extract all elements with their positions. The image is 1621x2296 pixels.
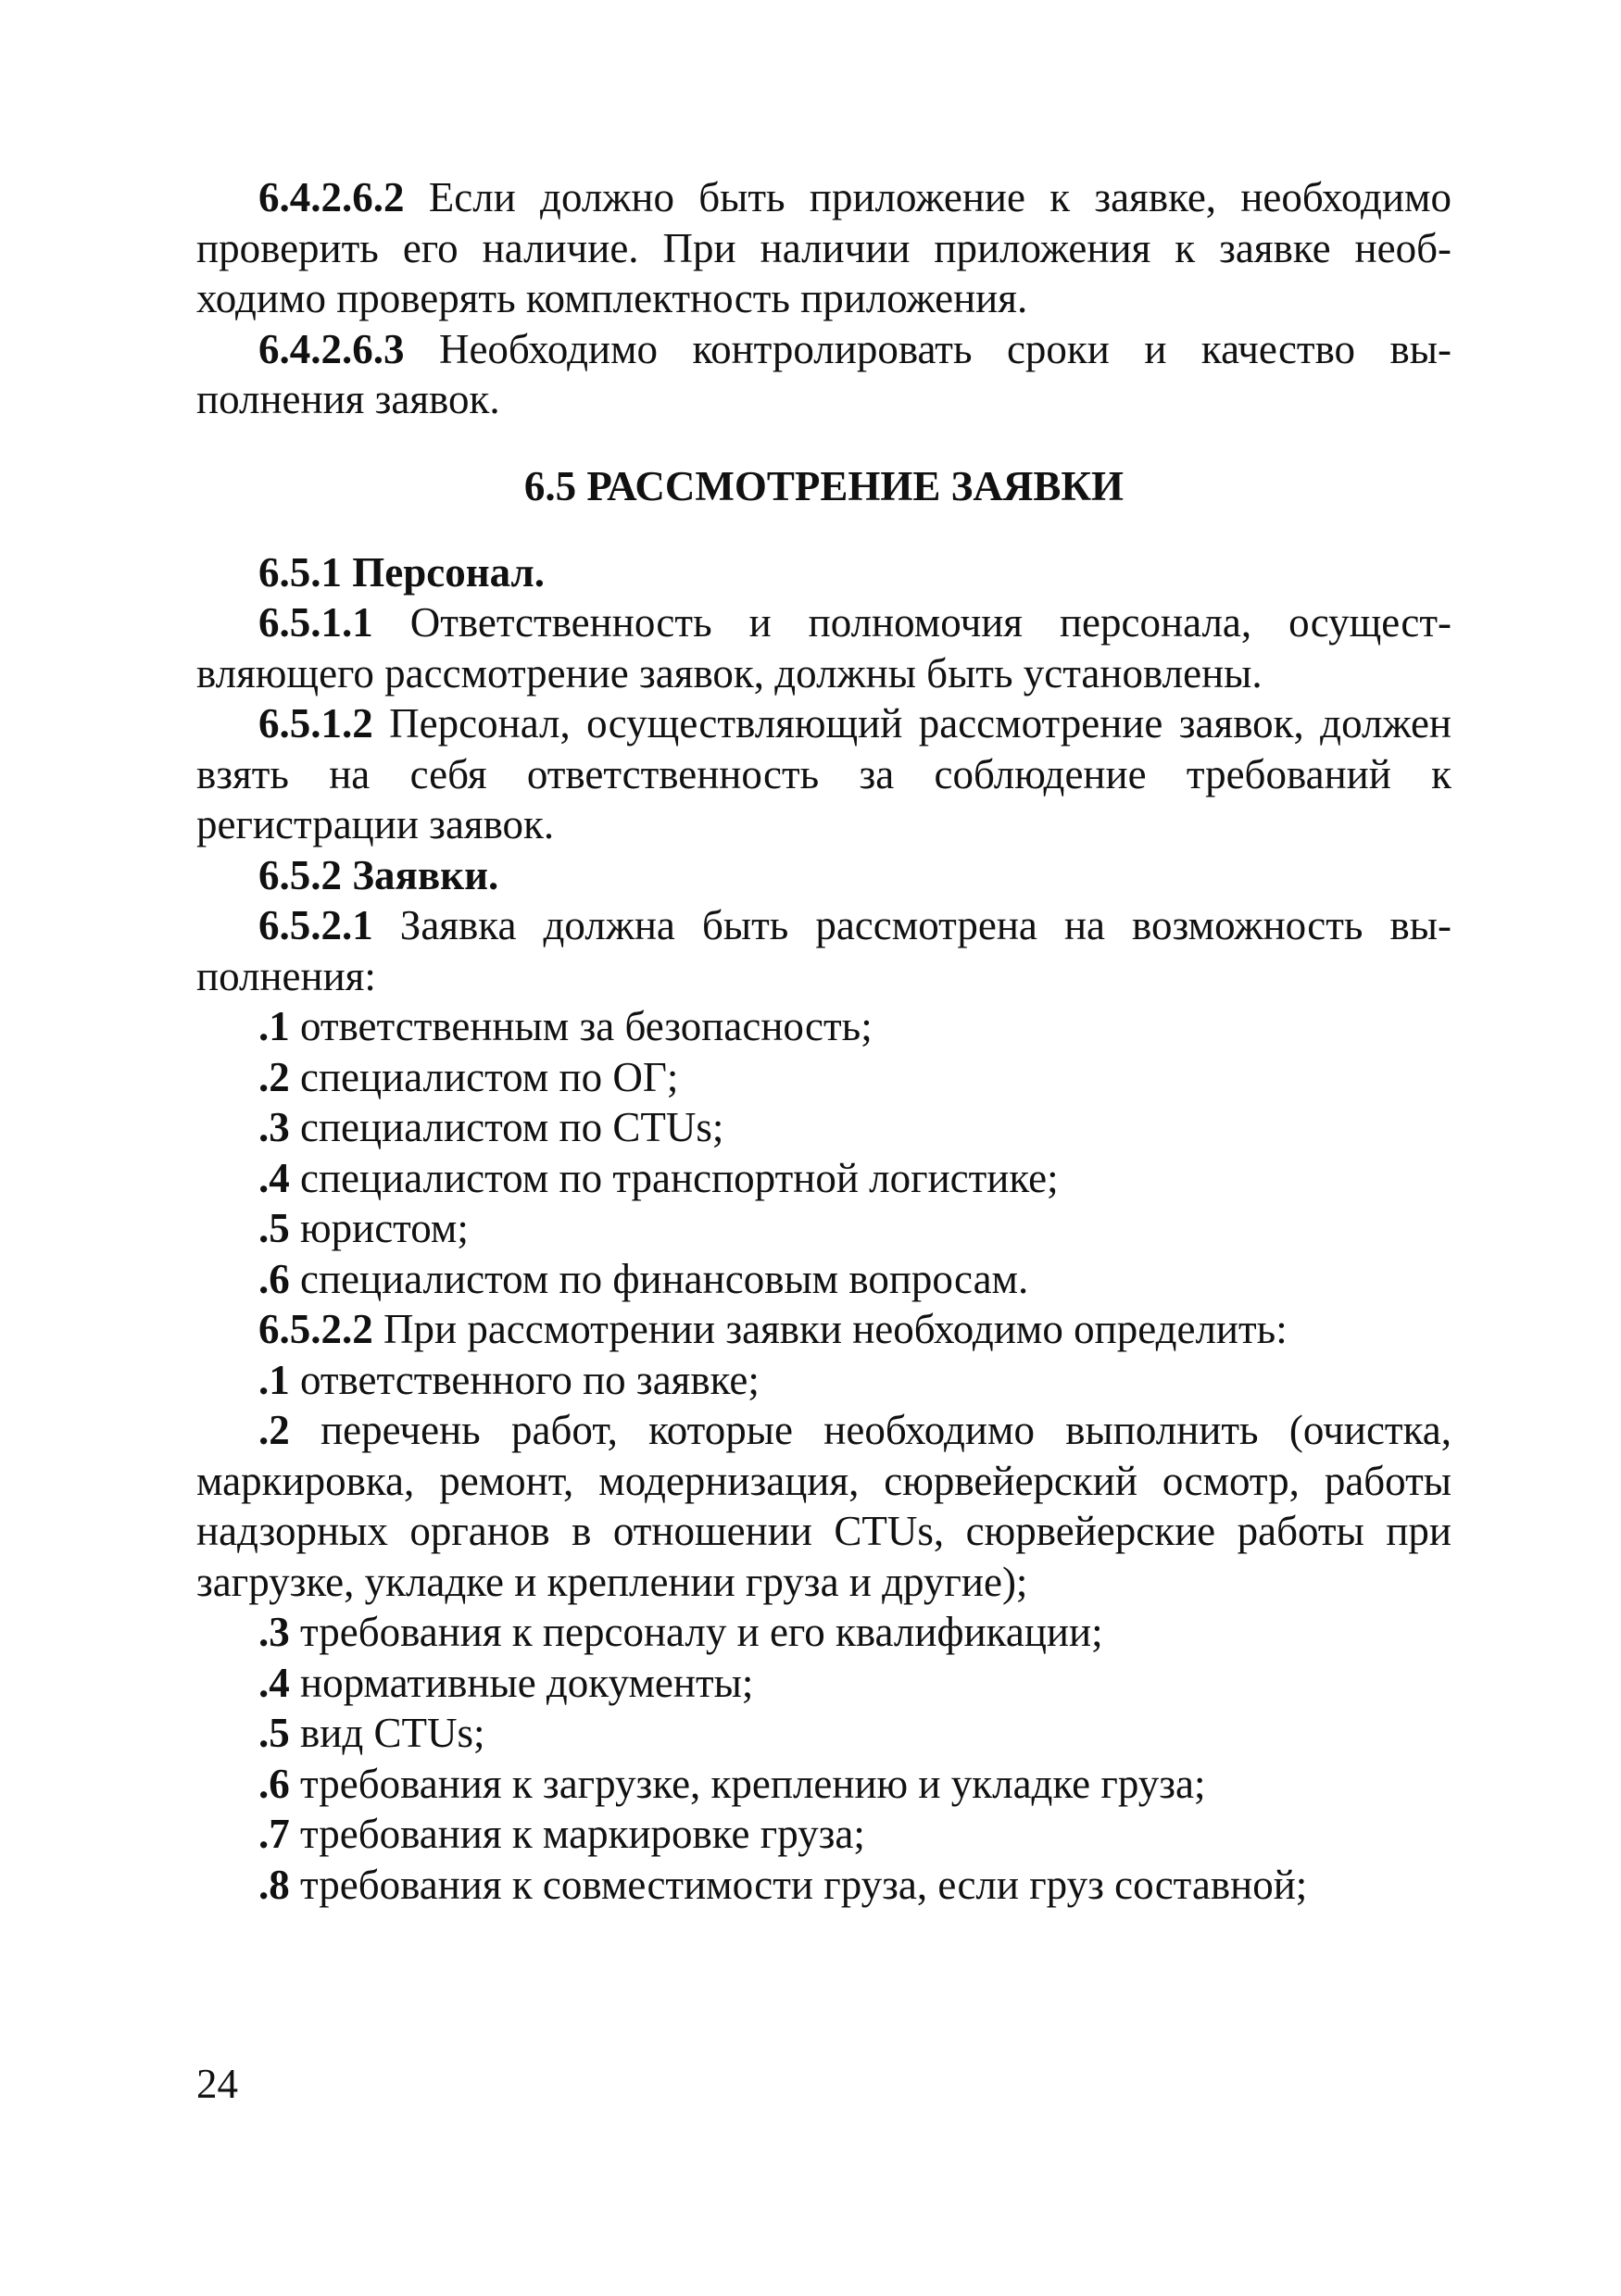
paragraph-6-5-1-2: 6.5.1.2 Персонал, осуществляющий рассмотрение заявок, должен взять на себя ответственность за соблюдение требований к регистрации заявок. [196,700,1451,847]
paragraph-6-5-1-1: 6.5.1.1 Ответственность и полномочия персонала, осуществляющего рассмотрение заявок, должны быть установлены. [196,599,1451,696]
document-page [196,172,1451,1910]
list-item: .2 специалистом по ОГ; [258,1053,679,1100]
list-item: .4 специалистом по транспортной логистике; [258,1154,1059,1201]
subsection-6-5-2: 6.5.2 Заявки. [258,851,499,898]
list-item: .8 требования к совместимости груза, если груз составной; [258,1861,1308,1908]
list-item: .5 юристом; [258,1205,469,1251]
list-item: .3 требования к персоналу и его квалификации; [258,1609,1103,1655]
list-item: .3 специалистом по CTUs; [258,1104,724,1150]
page-number: 24 [196,2061,238,2107]
list-item-long: .2 перечень работ, которые необходимо выполнить (очистка, маркировка, ремонт, модернизация, сюрвейерский осмотр, работы надзорных органов в отношении CTUs, сюрвейерские работы при загрузке, укладке и креплении груза и другие); [196,1407,1451,1605]
paragraph-6-5-2-2: 6.5.2.2 При рассмотрении заявки необходимо определить: [258,1306,1288,1352]
list-item: .4 нормативные документы; [258,1659,754,1706]
paragraph-6-4-2-6-2: 6.4.2.6.2 Если должно быть приложение к заявке, необходимо проверить его наличие. При наличии приложения к заявке необходимо проверять комплектность приложения. [196,174,1451,321]
list-item: .5 вид CTUs; [258,1710,485,1756]
list-item: .6 требования к загрузке, креплению и укладке груза; [258,1760,1206,1807]
paragraph-6-5-2-1: 6.5.2.1 Заявка должна быть рассмотрена на возможность выполнения: [196,902,1451,999]
paragraph-6-4-2-6-3: 6.4.2.6.3 Необходимо контролировать сроки и качество выполнения заявок. [196,325,1451,422]
list-item: .6 специалистом по финансовым вопросам. [258,1255,1029,1302]
subsection-6-5-1: 6.5.1 Персонал. [258,548,546,596]
section-heading: 6.5 РАССМОТРЕНИЕ ЗАЯВКИ [523,462,1125,509]
list-item: .1 ответственного по заявке; [258,1356,760,1403]
list-item: .7 требования к маркировке груза; [258,1811,865,1857]
list-item: .1 ответственным за безопасность; [258,1003,873,1049]
